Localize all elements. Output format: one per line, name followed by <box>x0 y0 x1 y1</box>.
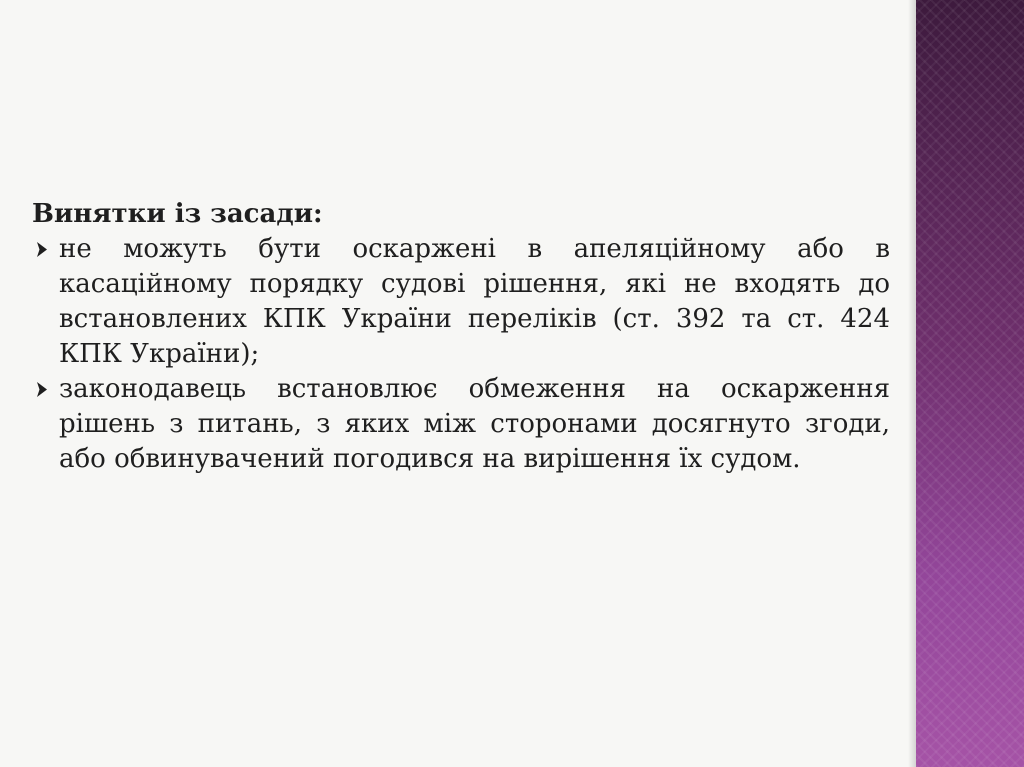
arrow-bullet-icon <box>32 232 54 267</box>
arrow-bullet-icon <box>32 372 54 407</box>
list-item <box>32 232 890 372</box>
bullet-text: не можуть бути оскаржені в апеляційному або в касаційному порядку судові рішення, які не входять до встановлених КПК України переліків (ст. 392 та ст. 424 КПК України); <box>59 234 890 369</box>
slide-heading: Винятки із засади: <box>32 199 323 229</box>
slide-content <box>32 197 890 477</box>
bullet-list <box>32 232 890 477</box>
bullet-text: законодавець встановлює обмеження на оскарження рішень з питань, з яких між сторонами досягнуто згоди, або обвинувачений погодився на вирішення їх судом. <box>59 374 890 474</box>
decorative-side-band <box>916 0 1024 767</box>
list-item <box>32 372 890 477</box>
